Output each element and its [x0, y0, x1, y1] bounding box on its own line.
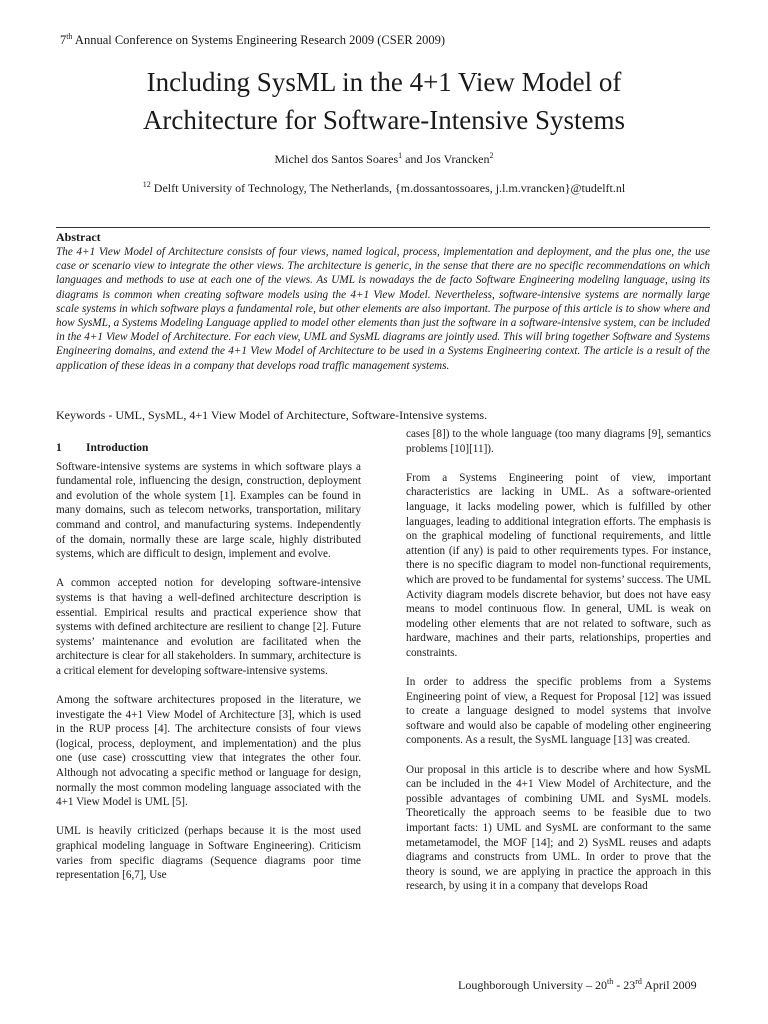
right-column: [406, 427, 711, 909]
paragraph: A common accepted notion for developing software-intensive systems is that having a well-defined architecture description is essential. Empirical results and practical experience show that systems with defined architecture are resilient to change [2]. Future systems’ maintenance and evolution are facilitated when the architecture is clear for all stakeholders. In summary, architecture is a critical element for developing software-intensive systems.: [56, 577, 361, 677]
conference-number-suffix: th: [66, 32, 73, 41]
abstract-heading: Abstract: [56, 230, 101, 244]
footer-date-end: - 23: [613, 978, 636, 992]
paper-title: [0, 63, 768, 139]
author-2: and Jos Vrancken: [402, 152, 490, 166]
footer-month-year: April 2009: [641, 978, 697, 992]
paragraph: UML is heavily criticized (perhaps because it is the most used graphical modeling language in Software Engineering). Criticism varies from specific diagrams (Sequence diagrams poor time representation [6,7], Use: [56, 825, 361, 882]
paragraph: Software-intensive systems are systems in which software plays a fundamental role, influencing the design, construction, deployment and evolution of the whole system [1]. Examples can be found in many domains, such as telecom networks, transportation, military command and control, and manufacturing systems. Independently of the domain, normally these are large scale, highly distributed systems, which are difficult to design, implement and evolve.: [56, 460, 361, 561]
paragraph: Our proposal in this article is to describe where and how SysML can be included in the 4+1 View Model of Architecture, and the possible advantages of combining UML and SysML models. Theoretically the approach seems to be feasible due to two important facts: 1) UML and SysML are conformant to the same metametamodel, the MOF [14]; and 2) SysML reuses and adapts diagrams and constructs from UML. In order to prove that the theory is sound, we are applying in practice the approach in this research, by using it in a company that develops Road: [406, 763, 711, 893]
author-1: Michel dos Santos Soares: [274, 152, 399, 166]
paragraph: Among the software architectures proposed in the literature, we investigate the 4+1 View Model of Architecture [3], which is used in the RUP process [4]. The architecture consists of four views (logical, process, deployment, and implementation) and the plus one (use case) crosscutting view that integrates the other four. Although not advocating a specific method or language for design, normally the most common modeling language associated with the 4+1 View Model is UML [5].: [56, 694, 361, 809]
footer-date-suffix-2: rd: [635, 977, 642, 986]
conference-number: 7: [60, 33, 67, 48]
authors: [0, 151, 768, 167]
conference-name: Annual Conference on Systems Engineering Research 2009 (CSER 2009): [74, 33, 445, 48]
section-title: Introduction: [86, 442, 149, 454]
page-footer: [458, 977, 697, 993]
paragraph: In order to address the specific problems from a Systems Engineering point of view, a Request for Proposal [12] was issued to create a language designed to model systems that involve software and would also be capable of modeling other engineering components. As a result, the SysML language [13] was created.: [406, 676, 711, 747]
left-column: [56, 441, 361, 897]
title-line-2: Architecture for Software-Intensive Systems: [142, 105, 626, 135]
affiliation-text: Delft University of Technology, The Netherlands, {m.dossantossoares, j.l.m.vrancken}@tudelft.nl: [150, 181, 626, 195]
keywords: Keywords - UML, SysML, 4+1 View Model of Architecture, Software-Intensive systems.: [56, 408, 488, 422]
author-2-marker: 2: [489, 151, 494, 160]
abstract-text: The 4+1 View Model of Architecture consists of four views, named logical, process, implementation and deployment, and the plus one, the use case or scenario view to integrate the other views. The architecture is generic, in the sense that there are no specific recommendations on which languages and methods to use at each one of the views. As UML is nowadays the de facto Software Engineering modeling language, using its diagrams is common when creating software models using the 4+1 View Model. Nevertheless, software-intensive systems are normally large scale systems in which software plays a fundamental role, but other elements are also important. The purpose of this article is to show where and how SysML, a Systems Modeling Language applied to model other elements than just the software in a software-intensive system, can be included in the 4+1 View Model of Architecture. For each view, UML and SysML diagrams are jointly used. This will bring together Software and Systems Engineering domains, and extend the 4+1 View Model of Architecture to be used in a Systems Engineering context. The article is a result of the application of these ideas in a company that develops road traffic management systems.: [56, 246, 710, 372]
title-line-1: Including SysML in the 4+1 View Model of: [146, 67, 622, 97]
affiliation: [0, 180, 768, 196]
abstract-rule: [56, 227, 710, 228]
paragraph: From a Systems Engineering point of view, important characteristics are lacking in UML. As a software-oriented language, it lacks modeling power, which is fulfilled by other languages, leading to additional integration efforts. The emphasis is on the graphical modeling of functional requirements, and little attention (if any) is paid to other requirements types. For instance, there is no specific diagram to model non-functional requirements, which are proved to be fundamental for systems’ success. The UML Activity diagram models discrete behavior, but does not have easy means to model continuous flow. In general, UML is weak on modeling other elements that are not related to software, such as hardware, machines and their parts, relationships, properties and constraints.: [406, 471, 711, 659]
affiliation-marker: 12: [142, 180, 151, 189]
footer-date-suffix-1: th: [607, 977, 614, 986]
section-heading-introduction: [56, 441, 361, 456]
paragraph: cases [8]) to the whole language (too many diagrams [9], semantics problems [10][11]).: [406, 428, 711, 455]
section-number: 1: [56, 442, 62, 454]
author-1-marker: 1: [398, 151, 403, 160]
running-header: [60, 32, 445, 48]
footer-venue: Loughborough University – 20: [458, 978, 607, 992]
